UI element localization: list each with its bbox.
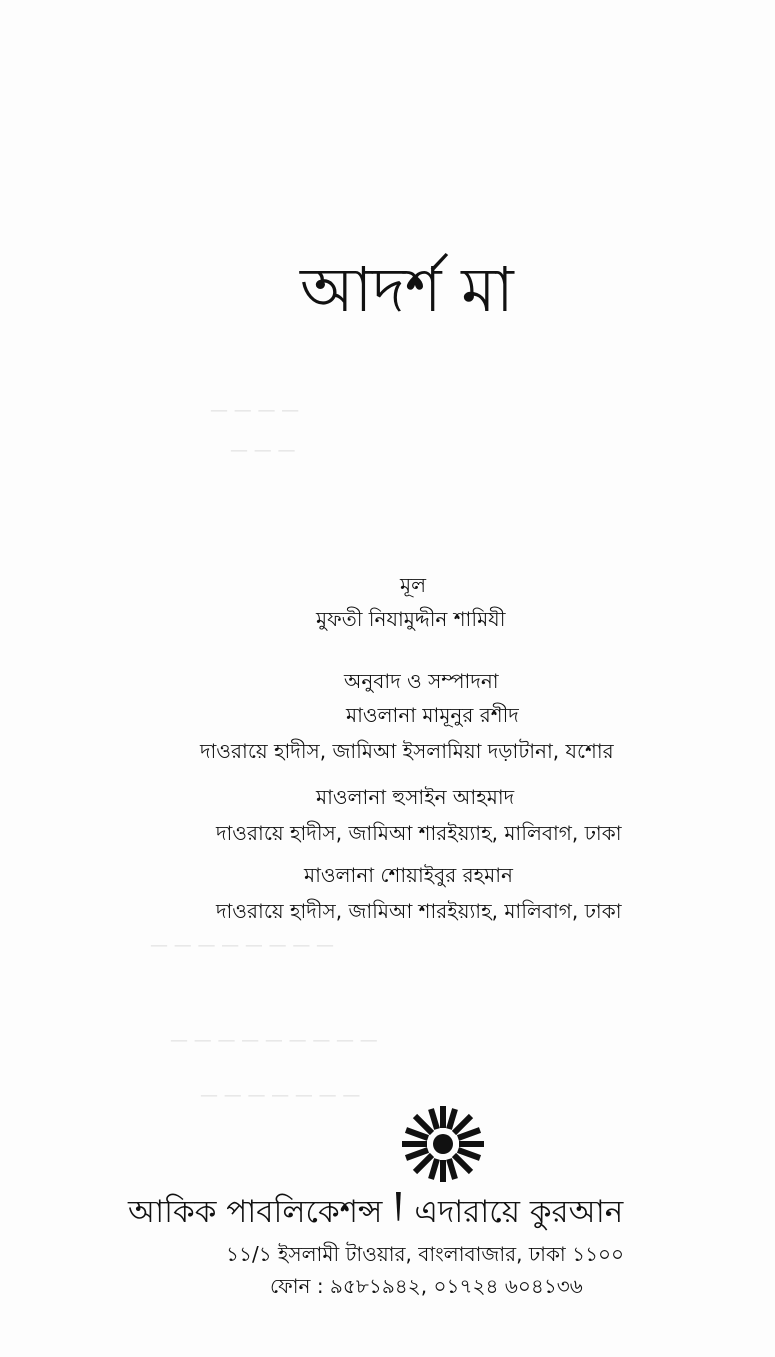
- bleed-through-decoration: — — — —: [210, 400, 300, 421]
- separator-mark: [394, 1192, 402, 1228]
- translator-name: মাওলানা শোয়াইবুর রহমান: [304, 863, 513, 887]
- publisher-phone: ফোন : ৯৫৮১৯৪২, ০১৭২৪ ৬০৪১৩৬: [270, 1274, 583, 1298]
- translation-label: অনুবাদ ও সম্পাদনা: [344, 669, 499, 693]
- bleed-through-decoration: — — —: [230, 440, 296, 461]
- original-label: মূল: [400, 573, 427, 597]
- publisher-name-left: আকিক পাবলিকেশন্স: [128, 1194, 383, 1230]
- publisher-names: [128, 1192, 728, 1232]
- bleed-through-decoration: — — — — — — — —: [150, 935, 335, 956]
- translator-affiliation: দাওরায়ে হাদীস, জামিআ শারইয়্যাহ, মালিবাগ, ঢাকা: [216, 899, 622, 923]
- publisher-address: ১১/১ ইসলামী টাওয়ার, বাংলাবাজার, ঢাকা ১১০০: [226, 1242, 625, 1266]
- publisher-name-right: এদারায়ে কুরআন: [414, 1194, 624, 1230]
- bleed-through-decoration: — — — — — — — — —: [170, 1030, 378, 1051]
- translator-affiliation: দাওরায়ে হাদীস, জামিআ ইসলামিয়া দড়াটানা, যশোর: [200, 739, 614, 763]
- original-author: মুফতী নিযামুদ্দীন শামিযী: [316, 607, 506, 631]
- translator-name: মাওলানা হুসাইন আহমাদ: [316, 785, 515, 809]
- sunburst-logo-icon: [398, 1104, 488, 1184]
- bleed-through-decoration: — — — — — — —: [200, 1085, 361, 1106]
- book-title: আদর্শ মা: [300, 253, 514, 326]
- translator-name: মাওলানা মামূনুর রশীদ: [346, 703, 519, 727]
- translator-affiliation: দাওরায়ে হাদীস, জামিআ শারইয়্যাহ, মালিবাগ, ঢাকা: [216, 821, 622, 845]
